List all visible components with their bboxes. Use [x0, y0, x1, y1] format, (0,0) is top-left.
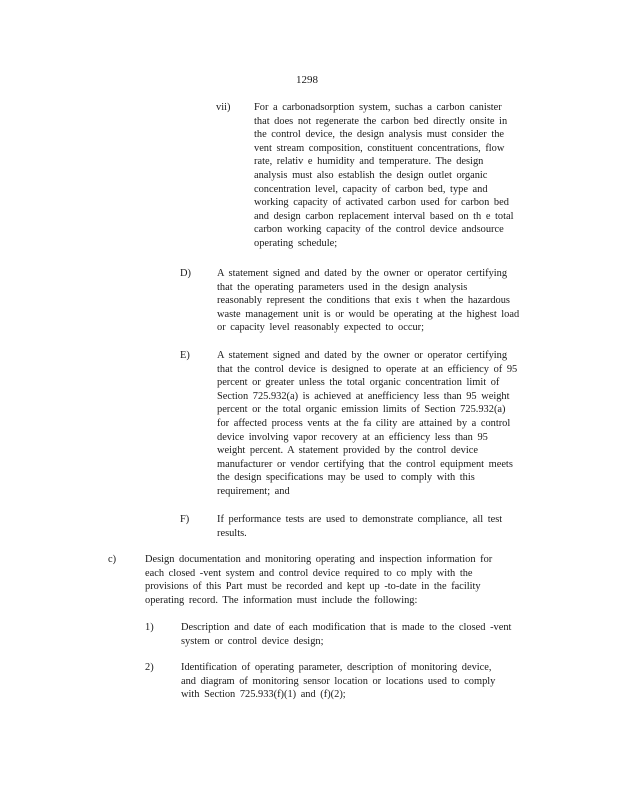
text-line: provisions of this Part must be recorded and kept up -to-date in the facility [145, 581, 481, 593]
text-line: weight percent. A statement provided by the control device [217, 445, 478, 457]
text-line: with Section 725.933(f)(1) and (f)(2); [181, 689, 346, 701]
item-text [181, 621, 531, 648]
text-line: waste management unit is or would be operating at the highest load [217, 308, 520, 320]
text-line: manufacturer or vendor certifying that the control equipment meets [217, 458, 513, 470]
text-line: operating schedule; [254, 237, 338, 249]
text-line: working capacity of activated carbon used for carbon bed [254, 197, 509, 209]
text-line: Description and date of each modification that is made to the closed -vent [181, 622, 512, 633]
text-line: For a carbonadsorption system, suchas a carbon canister [254, 102, 502, 113]
item-marker: 2) [145, 662, 154, 673]
text-line: that does not regenerate the carbon bed directly onsite in [254, 115, 508, 127]
text-line: that the control device is designed to operate at an efficiency of 95 [217, 363, 518, 375]
item-marker: F) [180, 514, 190, 525]
text-line: requirement; and [217, 485, 290, 497]
text-line: and design carbon replacement interval based on th e total [254, 210, 514, 222]
page-number: 1298 [296, 74, 318, 86]
item-text [145, 553, 529, 607]
item-marker: c) [108, 554, 117, 565]
text-line: the control device, the design analysis must consider the [254, 129, 505, 141]
text-line: the design specifications may be used to comply with this [217, 472, 475, 484]
text-line: and diagram of monitoring sensor location or locations used to comply [181, 675, 496, 687]
text-line: operating record. The information must include the following: [145, 594, 418, 606]
text-line: analysis must also establish the design outlet organic [254, 169, 488, 181]
item-marker: vii) [216, 102, 231, 113]
item-text [217, 513, 527, 540]
item-text [217, 267, 539, 335]
item-text [181, 661, 521, 702]
text-line: or capacity level reasonably expected to occur; [217, 322, 425, 334]
text-line: percent or greater unless the total organic concentration limit of [217, 377, 500, 389]
text-line: results. [217, 527, 247, 539]
text-line: Section 725.932(a) is achieved at anefficiency less than 95 weight [217, 390, 510, 402]
text-line: Design documentation and monitoring operating and inspection information for [145, 554, 493, 565]
text-line: A statement signed and dated by the owner or operator certifying [217, 350, 508, 361]
text-line: rate, relativ e humidity and temperature. The design [254, 156, 484, 168]
text-line: that the operating parameters used in the design analysis [217, 281, 468, 293]
text-line: carbon working capacity of the control device andsource [254, 224, 504, 236]
text-line: system or control device design; [181, 635, 324, 647]
text-line: If performance tests are used to demonstrate compliance, all test [217, 514, 503, 525]
text-line: percent or the total organic emission limits of Section 725.932(a) [217, 404, 506, 416]
item-text [217, 349, 539, 499]
text-line: for affected process vents at the fa cility are attained by a control [217, 417, 511, 429]
item-marker: 1) [145, 622, 154, 633]
item-text [254, 101, 530, 251]
text-line: reasonably represent the conditions that exis t when the hazardous [217, 295, 510, 307]
text-line: vent stream composition, constituent concentrations, flow [254, 142, 505, 154]
item-marker: D) [180, 268, 191, 279]
text-line: Identification of operating parameter, description of monitoring device, [181, 662, 492, 673]
text-line: A statement signed and dated by the owner or operator certifying [217, 268, 508, 279]
item-marker: E) [180, 350, 190, 361]
text-line: each closed -vent system and control device required to co mply with the [145, 567, 473, 579]
text-line: device involving vapor recovery at an efficiency less than 95 [217, 431, 488, 443]
text-line: concentration level, capacity of carbon bed, type and [254, 183, 488, 195]
